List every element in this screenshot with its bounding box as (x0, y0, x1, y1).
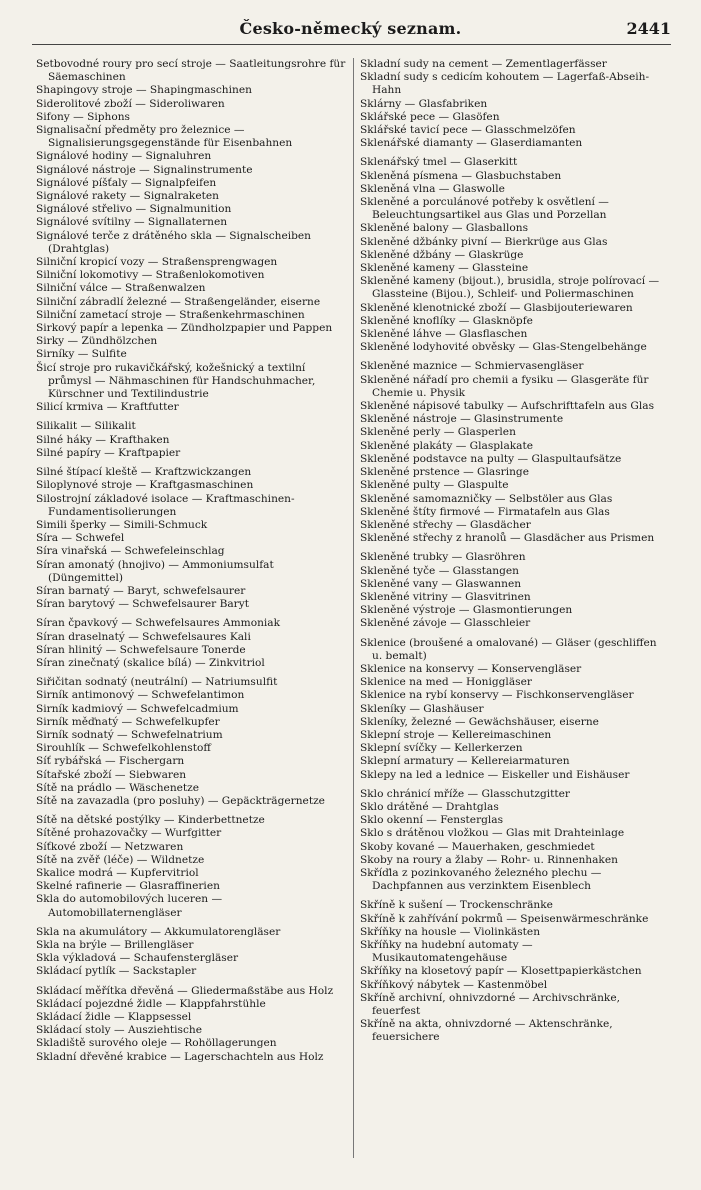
index-entry: Síran hlinitý — Schwefelsaure Tonerde (36, 643, 246, 656)
page-header (30, 14, 671, 42)
index-entry: Skleněné džbány — Glaskrüge (360, 248, 524, 261)
index-entry: Skleněné štíty firmové — Firmatafeln aus Glas (360, 505, 610, 518)
index-entry: Skleněné maznice — Schmiervasengläser (360, 360, 584, 373)
index-entry: Skleněné vany — Glaswannen (360, 577, 522, 590)
index-entry: Skleněné střechy z hranolů — Glasdächer aus Prismen (360, 532, 655, 545)
index-entry: Silné papíry — Kraftpapier (36, 446, 181, 459)
index-entry: Skříňky na klosetový papír — Klosettpapierkästchen (360, 965, 642, 978)
index-entry: Skříně k sušení — Trockenschränke (360, 899, 553, 912)
index-entry: Silikalit — Silikalit (36, 420, 136, 433)
index-entry: Skříňky na hudební automaty — Musikautomatengehäuse (360, 939, 533, 965)
index-entry: Signalisační předměty pro železnice — Signalisierungsgegenstände für Eisenbahnen (36, 124, 293, 150)
index-entry: Šicí stroje pro rukavičkářský, kožešnický a textilní průmysl — Nähmaschinen für Handschuhmacher, Kürschner und Textilindustrie (36, 361, 316, 401)
index-entry: Sklenářský tmel — Glaserkitt (360, 156, 518, 169)
index-entry: Skleněné závoje — Glasschleier (360, 617, 531, 630)
index-entry: Síť rybářská — Fischergarn (36, 755, 185, 768)
index-entry: Síran čpavkový — Schwefelsaures Ammoniak (36, 617, 281, 630)
index-entry: Síran draselnatý — Schwefelsaures Kali (36, 630, 251, 643)
index-entry: Skříně na akta, ohnivzdorné — Aktenschränke, feuersichere (360, 1018, 613, 1044)
index-entry: Sklenice na konservy — Konservengläser (360, 662, 582, 675)
index-entry: Signálové svítilny — Signallaternen (36, 216, 228, 229)
index-entry: Sklárny — Glasfabriken (360, 97, 488, 110)
index-entry: Sirky — Zündhölzchen (36, 335, 158, 348)
index-entry: Skleněné výstroje — Glasmontierungen (360, 604, 573, 617)
index-entry: Sirník antimonový — Schwefelantimon (36, 689, 245, 702)
index-entry: Signálové hodiny — Signaluhren (36, 150, 212, 163)
index-entry: Sklepy na led a lednice — Eiskeller und Eishäuser (360, 768, 630, 781)
index-entry: Skládací měřítka dřevěná — Gliedermaßstäbe aus Holz (36, 984, 334, 997)
index-entry: Skládací židle — Klappsessel (36, 1011, 192, 1024)
index-entry: Skleněné podstavce na pulty — Glaspultaufsätze (360, 452, 622, 465)
index-entry: Skleněné pulty — Glaspulte (360, 479, 509, 492)
index-entry: Skleněné perly — Glasperlen (360, 426, 516, 439)
index-entry: Skříně k zahřívání pokrmů — Speisenwärmeschränke (360, 912, 649, 925)
index-entry: Signálové píšťaly — Signalpfeifen (36, 176, 217, 189)
index-entry: Skladní dřevěné krabice — Lagerschachteln aus Holz (36, 1050, 324, 1063)
index-entry: Sirníky — Sulfite (36, 348, 127, 361)
index-entry: Skladní sudy s cedicím kohoutem — Lagerfaß-Abseih-Hahn (360, 71, 650, 97)
index-entry: Síran barytový — Schwefelsaurer Baryt (36, 598, 249, 611)
index-entry: Síra — Schwefel (36, 532, 125, 545)
index-entry: Sirkový papír a lepenka — Zündholzpapier und Pappen (36, 322, 333, 335)
index-entry: Sklenice na med — Honiggläser (360, 676, 532, 689)
index-entry: Skla na akumulátory — Akkumulatorengläser (36, 925, 281, 938)
index-entry: Silniční zametací stroje — Straßenkehrmaschinen (36, 308, 305, 321)
page-title: Česko-německý seznam. (239, 18, 462, 38)
index-entry: Sklářské pece — Glasöfen (360, 110, 500, 123)
index-entry: Silniční lokomotivy — Straßenlokomotiven (36, 269, 265, 282)
index-entry: Skleněná vlna — Glaswolle (360, 182, 505, 195)
index-entry: Skleněné kameny (bijout.), brusidla, stroje polírovací — Glassteine (Bijou.), Schleif- und Poliermaschinen (360, 275, 660, 301)
left-column (36, 58, 352, 1064)
index-entry: Sklo s drátěnou vložkou — Glas mit Drahteinlage (360, 827, 625, 840)
index-entry: Skelné rafinerie — Glasraffinerien (36, 880, 220, 893)
index-entry: Skleněné plakáty — Glasplakate (360, 439, 534, 452)
index-entry: Skládací pytlík — Sackstapler (36, 965, 197, 978)
index-entry: Simili šperky — Simili-Schmuck (36, 518, 208, 531)
index-entry: Siřičitan sodnatý (neutrální) — Natriumsulfit (36, 676, 278, 689)
index-entry: Síran barnatý — Baryt, schwefelsaurer (36, 584, 246, 597)
index-entry: Sklepní armatury — Kellereiarmaturen (360, 755, 570, 768)
index-entry: Sklepní svíčky — Kellerkerzen (360, 742, 523, 755)
index-entry: Shapingovy stroje — Shapingmaschinen (36, 84, 252, 97)
index-entry: Skoby kované — Mauerhaken, geschmiedet (360, 840, 595, 853)
index-entry: Sítěné prohazovačky — Wurfgitter (36, 827, 222, 840)
index-entry: Skleněné trubky — Glasröhren (360, 551, 526, 564)
index-entry: Setbovodné roury pro secí stroje — Saatleitungsrohre für Säemaschinen (36, 58, 346, 84)
index-entry: Skleněné střechy — Glasdächer (360, 518, 531, 531)
index-entry: Signálové terče z drátěného skla — Signalscheiben (Drahtglas) (36, 229, 311, 255)
index-entry: Sklo chránicí mříže — Glasschutzgitter (360, 787, 570, 800)
index-entry: Silniční kropicí vozy — Straßensprengwagen (36, 256, 278, 269)
index-entry: Siderolitové zboží — Sideroliwaren (36, 97, 225, 110)
index-entry: Sítě na dětské postýlky — Kinderbettnetze (36, 814, 265, 827)
index-entry: Skleníky — Glashäuser (360, 702, 484, 715)
index-entry: Skladní sudy na cement — Zementlagerfässer (360, 58, 607, 70)
index-entry: Silicí krmiva — Kraftfutter (36, 401, 179, 414)
index-entry: Sklo okenní — Fensterglas (360, 814, 504, 827)
index-entry: Silniční válce — Straßenwalzen (36, 282, 206, 295)
index-entry: Skleněné nápisové tabulky — Aufschrifttafeln aus Glas (360, 400, 655, 413)
index-entry: Síran amonatý (hnojivo) — Ammoniumsulfat (Düngemittel) (36, 558, 274, 584)
index-entry: Signálové nástroje — Signalinstrumente (36, 163, 253, 176)
index-entry: Skříňky na housle — Violinkästen (360, 925, 541, 938)
index-entry: Skleněné vitriny — Glasvitrinen (360, 590, 531, 603)
index-entry: Sítě na zavazadla (pro posluhy) — Gepäckträgernetze (36, 794, 325, 807)
index-entry: Skoby na roury a žlaby — Rohr- u. Rinnenhaken (360, 853, 618, 866)
index-entry: Sítařské zboží — Siebwaren (36, 768, 187, 781)
index-entry: Skleněné nástroje — Glasinstrumente (360, 413, 564, 426)
index-entry: Sklenice (broušené a omalované) — Gläser (geschliffen u. bemalt) (360, 636, 657, 662)
index-entry: Skleněné knoflíky — Glasknöpfe (360, 314, 533, 327)
index-entry: Sklo drátěné — Drahtglas (360, 800, 499, 813)
right-column (360, 58, 670, 1045)
index-entry: Sifony — Siphons (36, 110, 130, 123)
index-entry: Sítě na prádlo — Wäschenetze (36, 781, 200, 794)
index-entry: Sklenářské diamanty — Glaserdiamanten (360, 137, 583, 150)
index-entry: Sklepní stroje — Kellereimaschinen (360, 728, 552, 741)
index-entry: Sklářské tavicí pece — Glasschmelzöfen (360, 124, 576, 137)
index-entry: Síran zinečnatý (skalice bílá) — Zinkvitriol (36, 656, 265, 669)
index-entry: Skleněné nářadí pro chemii a fysiku — Glasgeräte für Chemie u. Physik (360, 373, 649, 399)
index-entry: Skleněné balony — Glasballons (360, 222, 528, 235)
index-entry: Signálové střelivo — Signalmunition (36, 203, 232, 216)
index-entry: Skalice modrá — Kupfervitriol (36, 866, 199, 879)
index-entry: Skleněné tyče — Glasstangen (360, 564, 519, 577)
index-entry: Sirouhlík — Schwefelkohlenstoff (36, 742, 211, 755)
index-entry: Silné štípací kleště — Kraftzwickzangen (36, 466, 252, 479)
page-number: 2441 (626, 18, 671, 38)
index-entry: Skleněné samomazničky — Selbstöler aus Glas (360, 492, 613, 505)
index-entry: Skleněné láhve — Glasflaschen (360, 328, 528, 341)
index-entry: Sirník kadmiový — Schwefelcadmium (36, 702, 239, 715)
index-entry: Silostrojní základové isolace — Kraftmaschinen-Fundamentisolierungen (36, 492, 295, 518)
index-entry: Signálové rakety — Signalraketen (36, 190, 219, 203)
index-entry: Skleněné prstence — Glasringe (360, 466, 529, 479)
index-entry: Síťkové zboží — Netzwaren (36, 840, 184, 853)
index-entry: Skleněná písmena — Glasbuchstaben (360, 169, 562, 182)
index-entry: Sklenice na rybí konservy — Fischkonservengläser (360, 689, 634, 702)
index-entry: Skládací pojezdné židle — Klappfahrstühle (36, 997, 266, 1010)
index-entry: Skládací stoly — Ausziehtische (36, 1024, 203, 1037)
header-rule (32, 44, 671, 45)
index-entry: Sirník sodnatý — Schwefelnatrium (36, 728, 223, 741)
index-entry: Skříňkový nábytek — Kastenmöbel (360, 978, 548, 991)
index-entry: Sítě na zvěř (léče) — Wildnetze (36, 853, 205, 866)
index-entry: Skleníky, železné — Gewächshäuser, eiserne (360, 715, 599, 728)
index-entry: Skleněné kameny — Glassteine (360, 262, 529, 275)
index-entry: Skla výkladová — Schaufenstergläser (36, 952, 239, 965)
index-entry: Skříďla z pozinkovaného železného plechu — Dachpfannen aus verzinktem Eisenblech (360, 866, 602, 893)
index-entry: Skla do automobilových luceren — Automobillaternengläser (36, 893, 223, 919)
index-entry: Skla na brýle — Brillengläser (36, 939, 194, 951)
index-entry: Siloplynové stroje — Kraftgasmaschinen (36, 479, 254, 492)
column-divider (353, 58, 354, 1158)
index-entry: Sirník měďnatý — Schwefelkupfer (36, 715, 220, 728)
index-entry: Síra vinařská — Schwefeleinschlag (36, 545, 225, 558)
index-entry: Skříně archivní, ohnivzdorné — Archivschränke, feuerfest (360, 991, 620, 1018)
index-entry: Skladiště surového oleje — Rohöllagerungen (36, 1037, 277, 1050)
index-entry: Skleněné lodyhovité obvěsky — Glas-Stengelbehänge (360, 341, 647, 354)
index-entry: Silniční zábradlí železné — Straßengeländer, eiserne (36, 295, 321, 308)
index-entry: Skleněné džbánky pivní — Bierkrüge aus Glas (360, 235, 608, 248)
index-entry: Skleněné a porculánové potřeby k osvětlení — Beleuchtungsartikel aus Glas und Porzellan (360, 196, 609, 222)
index-entry: Silné háky — Krafthaken (36, 433, 170, 446)
index-entry: Skleněné klenotnické zboží — Glasbijouteriewaren (360, 301, 633, 314)
